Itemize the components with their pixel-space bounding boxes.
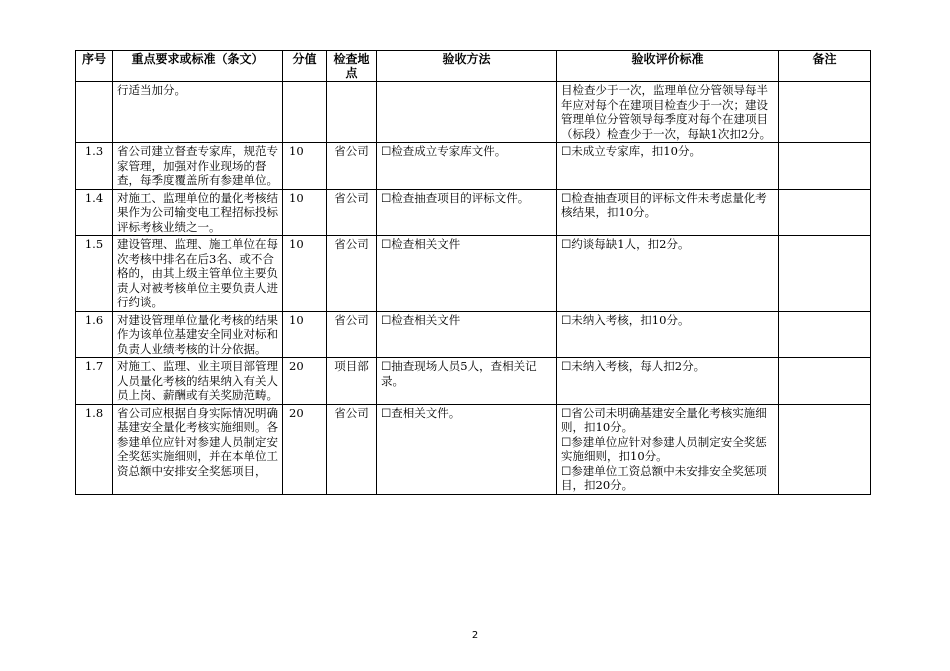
method-cell-line: ☐检查相关文件 [381, 237, 461, 251]
requirement-cell: 对施工、监理、业主项目部管理人员量化考核的结果纳入有关人员上岗、薪酬或有关奖励范畴。 [113, 358, 283, 405]
requirement-cell: 对施工、监理单位的量化考核结果作为公司输变电工程招标投标评标考核业绩之一。 [113, 189, 283, 236]
method-cell-line: ☐查相关文件。 [381, 405, 461, 420]
table-row [76, 358, 871, 405]
requirement-cell: 建设管理、监理、施工单位在每次考核中排名在后3名、或不合格的，由其上级主管单位主要负责人对被考核单位主要负责人进行约谈。 [113, 236, 283, 312]
score-cell: 10 [283, 236, 327, 312]
criteria-cell-line: ☐检查抽查项目的评标文件未考虑量化考核结果，扣10分。 [561, 190, 767, 219]
table-row [76, 311, 871, 358]
remark-cell [779, 404, 871, 494]
page-number: 2 [471, 630, 479, 641]
table-body [76, 82, 871, 495]
remark-cell [779, 236, 871, 312]
score-cell [283, 82, 327, 143]
remark-cell [779, 143, 871, 190]
criteria-cell-line: ☐参建单位应针对参建人员制定安全奖惩实施细则，扣10分。 [561, 434, 767, 463]
criteria-cell-line: 目检查少于一次，监理单位分管领导每半年应对每个在建项目检查少于一次；建设管理单位分管领导每季度对每个在建项目（标段）检查少于一次，每缺1次扣2分。 [561, 83, 772, 141]
header-method: 验收方法 [377, 51, 557, 82]
serial-cell: 1.3 [76, 143, 113, 190]
method-cell-line: ☐检查抽查项目的评标文件。 [381, 190, 530, 205]
serial-cell: 1.6 [76, 311, 113, 358]
header-location: 检查地点 [327, 51, 377, 82]
criteria-cell [557, 189, 779, 236]
criteria-cell-line: ☐参建单位工资总额中未安排安全奖惩项目，扣20分。 [561, 463, 767, 492]
method-cell-line: ☐抽查现场人员5人，查相关记录。 [381, 359, 537, 388]
serial-cell: 1.4 [76, 189, 113, 236]
header-criteria: 验收评价标准 [557, 51, 779, 82]
location-cell: 省公司 [327, 404, 377, 494]
table-row [76, 143, 871, 190]
table-row [76, 236, 871, 312]
requirement-cell: 省公司应根据自身实际情况明确基建安全量化考核实施细则。各参建单位应针对参建人员制定安全奖惩实施细则，并在本单位工资总额中安排安全奖惩项目， [113, 404, 283, 494]
method-cell [377, 143, 557, 190]
method-cell [377, 358, 557, 405]
criteria-cell [557, 82, 779, 143]
method-cell [377, 82, 557, 143]
score-cell: 10 [283, 189, 327, 236]
score-cell: 20 [283, 404, 327, 494]
remark-cell [779, 311, 871, 358]
table-row [76, 404, 871, 494]
method-cell-line: ☐检查成立专家库文件。 [381, 144, 507, 158]
criteria-cell [557, 404, 779, 494]
requirement-cell: 行适当加分。 [113, 82, 283, 143]
header-score: 分值 [283, 51, 327, 82]
location-cell: 项目部 [327, 358, 377, 405]
criteria-cell-line: ☐未纳入考核，每人扣2分。 [561, 359, 706, 373]
remark-cell [779, 189, 871, 236]
criteria-cell [557, 311, 779, 358]
score-cell: 20 [283, 358, 327, 405]
serial-cell [76, 82, 113, 143]
criteria-cell [557, 143, 779, 190]
serial-cell: 1.8 [76, 404, 113, 494]
criteria-cell-line: ☐约谈每缺1人，扣2分。 [561, 237, 690, 251]
header-remark: 备注 [779, 51, 871, 82]
criteria-cell-line: ☐未成立专家库，扣10分。 [561, 144, 701, 158]
location-cell: 省公司 [327, 143, 377, 190]
criteria-cell [557, 236, 779, 312]
requirement-cell: 省公司建立督查专家库，规范专家管理，加强对作业现场的督查，每季度覆盖所有参建单位。 [113, 143, 283, 190]
location-cell: 省公司 [327, 236, 377, 312]
remark-cell [779, 82, 871, 143]
header-requirement: 重点要求或标准（条文） [113, 51, 283, 82]
method-cell [377, 311, 557, 358]
score-cell: 10 [283, 143, 327, 190]
header-serial: 序号 [76, 51, 113, 82]
criteria-cell-line: ☐省公司未明确基建安全量化考核实施细则，扣10分。 [561, 405, 767, 434]
method-cell [377, 404, 557, 494]
table-row [76, 82, 871, 143]
score-cell: 10 [283, 311, 327, 358]
location-cell [327, 82, 377, 143]
header-row [76, 51, 871, 82]
remark-cell [779, 358, 871, 405]
serial-cell: 1.7 [76, 358, 113, 405]
criteria-cell-line: ☐未纳入考核，扣10分。 [561, 312, 690, 327]
location-cell: 省公司 [327, 311, 377, 358]
acceptance-table [75, 50, 871, 495]
location-cell: 省公司 [327, 189, 377, 236]
serial-cell: 1.5 [76, 236, 113, 312]
method-cell [377, 236, 557, 312]
table-row [76, 189, 871, 236]
method-cell-line: ☐检查相关文件 [381, 312, 461, 327]
requirement-cell: 对建设管理单位量化考核的结果作为该单位基建安全同业对标和负责人业绩考核的计分依据。 [113, 311, 283, 358]
method-cell [377, 189, 557, 236]
criteria-cell [557, 358, 779, 405]
